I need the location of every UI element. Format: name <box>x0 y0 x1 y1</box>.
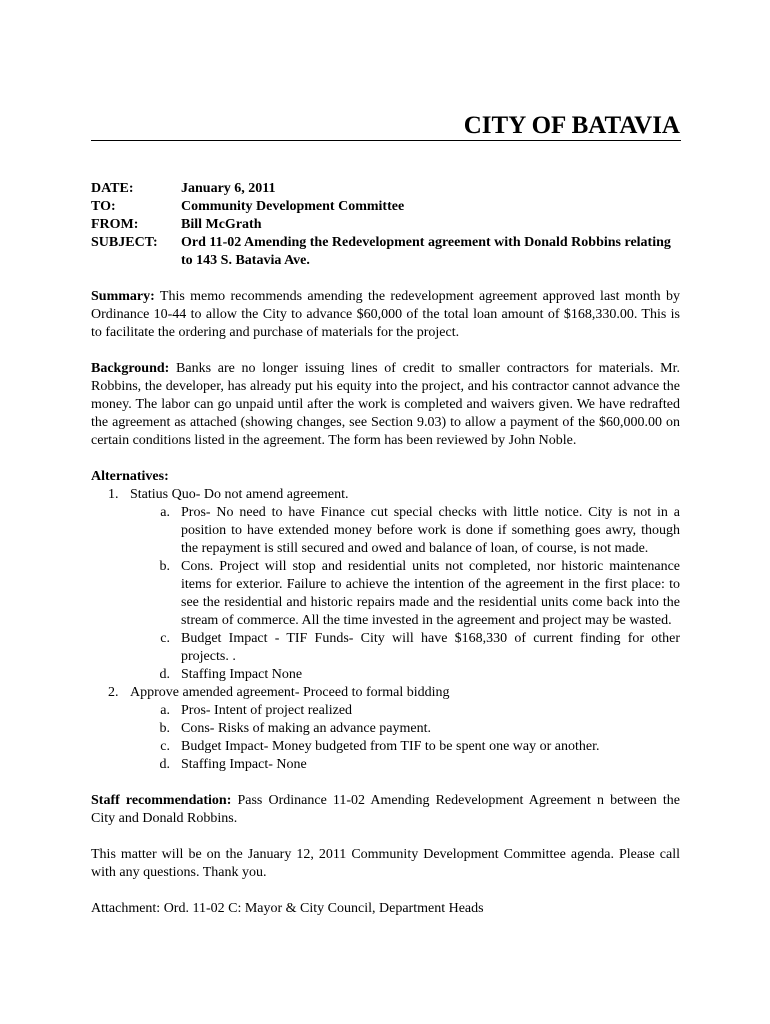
memo-date-row <box>91 180 680 198</box>
memo-header <box>91 180 680 270</box>
sub-letter: a. <box>160 505 170 520</box>
memo-date-value: January 6, 2011 <box>181 181 276 196</box>
background-label: Background: <box>91 361 170 376</box>
memo-subject-row <box>91 234 680 270</box>
memo-subject-label: SUBJECT: <box>91 235 158 250</box>
closing-paragraph: This matter will be on the January 12, 2011 Community Development Committee agenda. Please call with any questions. Thank you. <box>91 847 680 880</box>
alternative-number: 1. <box>108 487 119 502</box>
staff-recommendation-label: Staff recommendation: <box>91 793 232 808</box>
background-text: Banks are no longer issuing lines of credit to smaller contractors for materials. Mr. Robbins, the developer, has already put his equity into the project, and his contractor cannot advance the money. The labor can go unpaid until after the work is completed and waivers given. We have redrafted the agreement as attached (showing changes, see Section 9.03) to allow a payment of the $60,000.00 on certain conditions listed in the agreement. The form has been reviewed by John Noble. <box>91 361 680 448</box>
sub-text: Staffing Impact- None <box>181 757 307 772</box>
attachment-line: Attachment: Ord. 11-02 C: Mayor & City Council, Department Heads <box>91 901 484 916</box>
summary-text: This memo recommends amending the redevelopment agreement approved last month by Ordinance 10-44 to allow the City to advance $60,000 of the total loan amount of $168,330.00. This is to facilitate the ordering and purchase of materials for the project. <box>91 289 680 340</box>
alternative-item <box>91 486 680 504</box>
sub-letter: b. <box>159 721 170 736</box>
sub-item <box>91 558 680 630</box>
sub-letter: a. <box>160 703 170 718</box>
alternative-item <box>91 684 680 702</box>
title-rule <box>91 140 681 141</box>
sub-letter: d. <box>159 757 170 772</box>
sub-letter: c. <box>160 631 170 646</box>
sub-item <box>91 702 680 720</box>
alternatives-list <box>91 486 680 774</box>
sub-item <box>91 504 680 558</box>
sub-text: Pros- Intent of project realized <box>181 703 353 718</box>
document-title: CITY OF BATAVIA <box>463 112 680 139</box>
staff-recommendation-text: Pass Ordinance 11-02 Amending Redevelopment Agreement n between the City and Donald Robbins. <box>91 793 680 826</box>
memo-body <box>91 180 680 918</box>
memo-to-value: Community Development Committee <box>181 199 405 214</box>
sub-letter: b. <box>159 559 170 574</box>
sub-item <box>91 756 680 774</box>
alternative-text: Approve amended agreement- Proceed to formal bidding <box>130 685 450 700</box>
memo-to-row <box>91 198 680 216</box>
sub-text: Cons- Risks of making an advance payment. <box>181 721 432 736</box>
sub-item <box>91 720 680 738</box>
sub-item <box>91 630 680 666</box>
sub-text: Budget Impact - TIF Funds- City will have $168,330 of current finding for other projects. . <box>181 631 680 664</box>
alternative-text: Statius Quo- Do not amend agreement. <box>130 487 349 502</box>
memo-subject-value: Ord 11-02 Amending the Redevelopment agreement with Donald Robbins relating to 143 S. Batavia Ave. <box>181 235 671 268</box>
alternatives-heading: Alternatives: <box>91 469 169 484</box>
sub-item <box>91 738 680 756</box>
sub-text: Staffing Impact None <box>181 667 303 682</box>
memo-to-label: TO: <box>91 199 116 214</box>
memo-from-row <box>91 216 680 234</box>
memo-date-label: DATE: <box>91 181 134 196</box>
summary-paragraph <box>91 288 680 342</box>
sub-letter: d. <box>159 667 170 682</box>
summary-label: Summary: <box>91 289 155 304</box>
staff-recommendation-paragraph <box>91 792 680 828</box>
alternative-number: 2. <box>108 685 119 700</box>
sub-text: Cons. Project will stop and residential units not completed, nor historic maintenance items for exterior. Failure to achieve the intention of the agreement in the first place: to see the residential and historic repairs made and the residential units come back into the stream of commerce. All the time invested in the agreement and project may be wasted. <box>181 559 680 628</box>
sub-text: Pros- No need to have Finance cut special checks with little notice. City is not in a position to have extended money before work is done if something goes awry, though the repayment is still secured and owed and balance of loan, of course, is not made. <box>181 505 680 556</box>
memo-from-value: Bill McGrath <box>181 217 262 232</box>
memo-from-label: FROM: <box>91 217 139 232</box>
sub-letter: c. <box>160 739 170 754</box>
sub-item <box>91 666 680 684</box>
sub-text: Budget Impact- Money budgeted from TIF to be spent one way or another. <box>181 739 600 754</box>
background-paragraph <box>91 360 680 450</box>
